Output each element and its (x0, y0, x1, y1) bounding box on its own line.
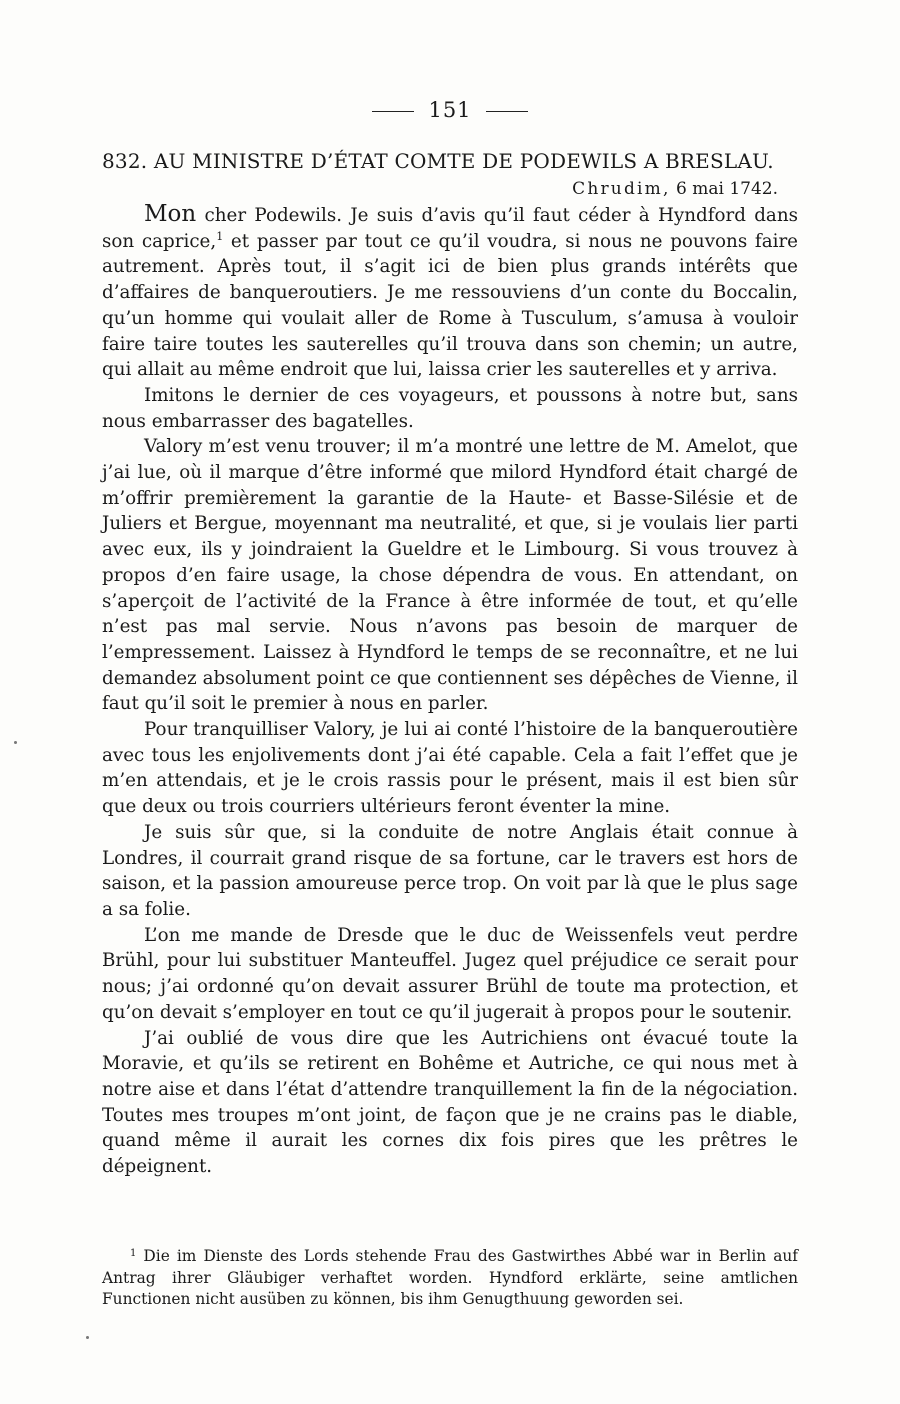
paragraph-1-lead: Mon (144, 201, 197, 227)
letter-body (102, 202, 798, 1180)
paragraph-6: L’on me mande de Dresde que le duc de Weissenfels veut perdre Brühl, pour lui substituer Manteuffel. Jugez quel préjudice ce serait pour nous; j’ai ordonné qu’on devait assurer Brühl de toute ma protection, et qu’on devait s’employer en tout ce qu’il jugerait à propos pour le soutenir. (102, 924, 798, 1023)
paragraph-4: Pour tranquilliser Valory, je lui ai conté l’histoire de la banqueroutière avec tous les enjolivements dont j’ai été capable. Cela a fait l’effet que je m’en attendais, et je le crois rassis pour le présent, mais il est bien sûr que deux ou trois courriers ultérieurs feront éventer la mine. (102, 719, 798, 818)
paragraph-1-text-b: et passer par tout ce qu’il voudra, si nous ne pouvons faire autrement. Après tout, il s’agit ici de bien plus grands intérêts que d’affaires de banqueroutiers. Je me ressouviens d’un conte du Boccalin, qu’un homme qui voulait aller de Rome à Tusculum, s’amusa à vouloir faire taire toutes les sauterelles qu’il trouva dans son chemin; un autre, qui allait au même endroit que lui, laissa crier les sauterelles et y arriva. (102, 230, 798, 381)
footnote-reference: 1 (216, 229, 224, 243)
footnote-paragraph (102, 1246, 798, 1311)
paragraph-1 (102, 202, 798, 383)
footnote-text: Die im Dienste des Lords stehende Frau des Gastwirthes Abbé war in Berlin auf Antrag ihrer Gläubiger verhaftet worden. Hyndford erklärte, seine amtlichen Functionen nicht ausüben zu können, bis ihm Genugthuung geworden sei. (102, 1247, 798, 1308)
paragraph-3: Valory m’est venu trouver; il m’a montré une lettre de M. Amelot, que j’ai lue, où il marque d’être informé que milord Hyndford était chargé de m’offrir premièrement la garantie de la Haute- et Basse-Silésie et de Juliers et Bergue, moyennant ma neutralité, et que, si je voulais lier parti avec eux, ils y joindraient la Gueldre et le Limbourg. Si vous trouvez à propos d’en faire usage, la chose dépendra de vous. En attendant, on s’aperçoit de l’activité de la France à être informée de tout, et qu’elle n’est pas mal servie. Nous n’avons pas besoin de marquer de l’empressement. Laissez à Hyndford le temps de se reconnaître, et ne lui demandez absolument point ce que contiennent ses dépêches de Vienne, il faut qu’il soit le premier à nous en parler. (102, 436, 798, 715)
folio-dash-right (486, 111, 528, 112)
page-number (0, 98, 900, 122)
page-number-text: 151 (428, 98, 472, 122)
scan-speck (14, 741, 17, 744)
footnote (102, 1246, 798, 1311)
paragraph-5: Je suis sûr que, si la conduite de notre Anglais était connue à Londres, il courrait grand risque de sa fortune, car le travers est hors de saison, et la passion amoureuse perce trop. On voit par là que le plus sage a sa folie. (102, 821, 798, 920)
dateline-place: Chrudim, (572, 179, 671, 199)
letter-heading: 832. AU MINISTRE D’ÉTAT COMTE DE PODEWILS A BRESLAU. (102, 149, 774, 173)
scan-speck (86, 1336, 89, 1339)
footnote-marker: 1 (130, 1248, 137, 1259)
paragraph-1-text-a: cher Podewils. Je suis d’avis qu’il faut céder à Hyndford dans son caprice, (102, 205, 798, 252)
dateline (572, 178, 778, 200)
dateline-date: 6 mai 1742. (676, 179, 778, 199)
folio-dash-left (372, 111, 414, 112)
paragraph-2: Imitons le dernier de ces voyageurs, et poussons à notre but, sans nous embarrasser des bagatelles. (102, 384, 798, 432)
paragraph-7: J’ai oublié de vous dire que les Autrichiens ont évacué toute la Moravie, et qu’ils se retirent en Bohême et Autriche, ce qui nous met à notre aise et dans l’état d’attendre tranquillement la fin de la négociation. Toutes mes troupes m’ont joint, de façon que je ne crains pas le diable, quand même il aurait les cornes dix fois pires que les prêtres le dépeignent. (102, 1027, 798, 1178)
